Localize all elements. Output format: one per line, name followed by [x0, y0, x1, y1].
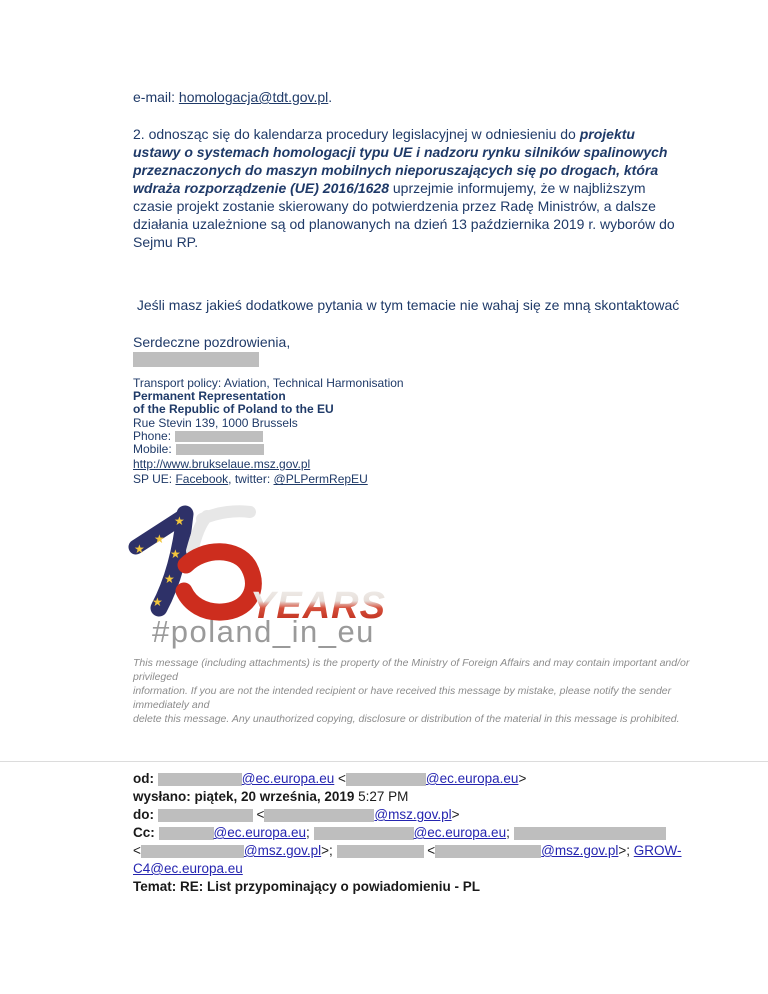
- text-segment: >;: [618, 843, 634, 858]
- redacted-mobile-number: [176, 444, 264, 455]
- text-segment: 2. odnosząc się do kalendarza procedury legislacyjnej w odniesieniu do: [133, 126, 580, 142]
- svg-text:★: ★: [152, 595, 163, 609]
- redacted-text: [337, 845, 424, 858]
- hyperlink[interactable]: @PLPermRepEU: [273, 472, 368, 487]
- poland-15-years-eu-logo: [128, 503, 488, 653]
- signature-phone-line: [133, 430, 553, 443]
- text-segment: .: [328, 89, 333, 105]
- header-cc-line: [133, 824, 698, 842]
- body-closing-line: Serdeczne pozdrowienia,: [133, 334, 291, 350]
- text-segment: SP UE:: [133, 472, 176, 487]
- hyperlink[interactable]: @ec.europa.eu: [213, 825, 307, 840]
- mobile-label: Mobile:: [133, 442, 172, 457]
- disclaimer-line: delete this message. Any unauthorized copying, disclosure or distribution of the material in this message is prohibited.: [133, 713, 680, 725]
- hyperlink[interactable]: @ec.europa.eu: [241, 771, 335, 786]
- svg-text:★: ★: [164, 572, 175, 586]
- text-segment: Cc:: [133, 825, 159, 840]
- text-segment: >: [451, 807, 460, 822]
- hyperlink[interactable]: @ec.europa.eu: [413, 825, 507, 840]
- svg-text:★: ★: [170, 547, 181, 561]
- text-segment: <: [252, 807, 265, 822]
- email-contact-line: [133, 88, 683, 106]
- logo-graphic: [128, 503, 488, 653]
- signature-org-line2: of the Republic of Poland to the EU: [133, 402, 334, 417]
- text-segment: <: [334, 771, 346, 786]
- hyperlink[interactable]: @ec.europa.eu: [425, 771, 519, 786]
- header-to-line: [133, 806, 698, 824]
- redacted-text: [158, 773, 242, 786]
- hyperlink[interactable]: @msz.gov.pl: [541, 843, 619, 858]
- svg-text:★: ★: [154, 532, 165, 546]
- text-segment: Temat: RE: List przypominający o powiadomieniu - PL: [133, 879, 481, 894]
- text-segment: ;: [306, 825, 314, 840]
- header-from-line: [133, 770, 698, 788]
- text-segment: od:: [133, 771, 158, 786]
- svg-text:★: ★: [174, 514, 185, 528]
- redacted-text: [514, 827, 666, 840]
- text-segment: <: [133, 843, 141, 858]
- separator-line: [0, 761, 768, 762]
- signature-social-line: [133, 473, 553, 486]
- text-segment: e-mail:: [133, 89, 179, 105]
- hyperlink[interactable]: C4@ec.europa.eu: [133, 861, 243, 876]
- body-question-line: Jeśli masz jakieś dodatkowe pytania w tym temacie nie wahaj się ze mną skontaktować: [133, 297, 680, 313]
- redacted-text: [158, 809, 253, 822]
- hyperlink[interactable]: @msz.gov.pl: [243, 843, 322, 858]
- body-paragraph: [133, 125, 683, 251]
- hyperlink[interactable]: homologacja@tdt.gov.pl: [178, 89, 329, 105]
- header-sent-line: [133, 788, 698, 806]
- text-segment: >: [518, 771, 527, 786]
- phone-label: Phone:: [133, 428, 172, 443]
- hyperlink[interactable]: GROW-: [633, 843, 682, 858]
- redacted-text: [314, 827, 414, 840]
- header-subject-line: [133, 878, 698, 896]
- signature-block: [133, 352, 553, 487]
- signature-department: Transport policy: Aviation, Technical Harmonisation: [133, 376, 404, 390]
- disclaimer-line: This message (including attachments) is the property of the Ministry of Foreign Affairs and may contain important and/or privileged: [133, 657, 690, 683]
- text-segment: uprzejmie informujemy, że w najbliższym czasie projekt zostanie skierowany do potwierdzenia przez Radę Ministrów, a dalsze działania uzależnione są od planowanych na dzień 13 października 2019 r. wyborów do Sejmu RP.: [133, 180, 675, 250]
- email-body: [133, 88, 683, 351]
- text-segment: , twitter:: [228, 472, 274, 487]
- hyperlink[interactable]: Facebook: [175, 472, 229, 487]
- text-segment: 5:27 PM: [354, 789, 409, 804]
- redacted-text: [435, 845, 541, 858]
- legal-disclaimer: [133, 656, 693, 726]
- text-segment: >;: [321, 843, 337, 858]
- logo-digit-five: [184, 511, 253, 612]
- header-cc-continuation-line: [133, 842, 698, 860]
- redacted-text: [159, 827, 214, 840]
- hyperlink[interactable]: @msz.gov.pl: [374, 807, 452, 822]
- quoted-message-headers: [133, 770, 698, 896]
- svg-text:★: ★: [134, 542, 145, 556]
- text-segment: <: [423, 843, 436, 858]
- signature-website-line: [133, 458, 553, 471]
- hyperlink[interactable]: http://www.brukselaue.msz.gov.pl: [133, 457, 311, 472]
- logo-hashtag-text: #poland_in_eu: [152, 614, 375, 649]
- logo-years-text: YEARS: [250, 585, 386, 627]
- signature-mobile-line: [133, 443, 553, 456]
- redacted-text: [141, 845, 244, 858]
- text-segment: ;: [506, 825, 514, 840]
- redacted-phone-number: [175, 431, 263, 442]
- signature-address: Rue Stevin 139, 1000 Brussels: [133, 415, 298, 430]
- redacted-sender-name: [133, 352, 259, 367]
- redacted-text: [264, 809, 374, 822]
- redacted-text: [346, 773, 426, 786]
- header-cc-continuation-line2: [133, 860, 698, 878]
- signature-org-line1: Permanent Representation: [133, 389, 286, 404]
- text-segment: do:: [133, 807, 158, 822]
- text-segment: wysłano: piątek, 20 września, 2019: [133, 789, 355, 804]
- text-segment: projektu ustawy o systemach homologacji typu UE i nadzoru rynku silników spalinowych przeznaczonych do maszyn mobilnych nieporuszających się po drogach, która wdraża rozporządzenie (UE) 2016/1628: [133, 126, 668, 196]
- disclaimer-line: information. If you are not the intended recipient or have received this message by mistake, please notify the sender immediately and: [133, 685, 672, 711]
